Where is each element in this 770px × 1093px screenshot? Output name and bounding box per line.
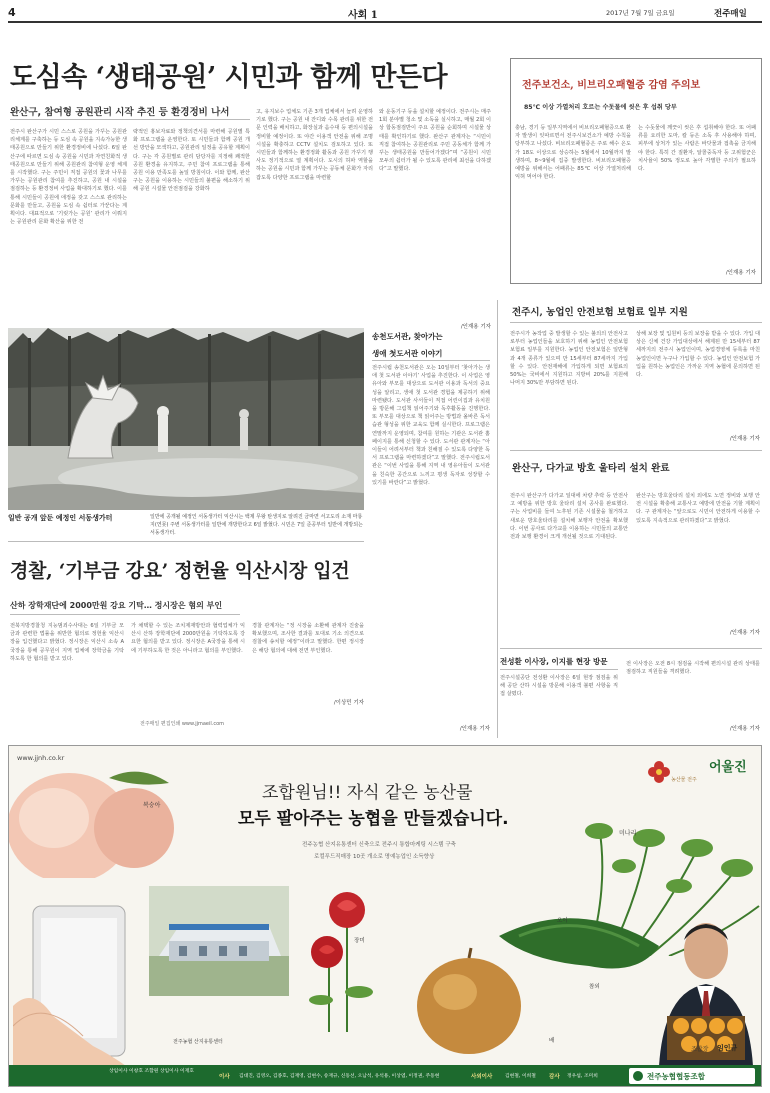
police-col-3: 경찰 관계자는 “정 시장을 소환해 관계자 진술을 확보했으며, 조사한 결과를 토대로 기소 의견으로 검찰에 송치할 예정”이라고 말했다. 한편 정시장은 해당 혐의에 대해 전면 부인했다. [252,623,364,654]
police-col-1: 전북지방경찰청 지능범죄수사대는 6일 기부금 모금과 관련한 법률을 위반한 혐의로 정헌율 익산시장을 입건했다고 밝혔다. 정시장은 익산시 소속 A국장을 통해 공무원이 지역 업체에 장학금을 기탁하도록 한 혐의를 받고 있다. [10,623,124,662]
jeonsul-byline: /인재용 기자 [729,726,760,732]
footer-label-audit: 감사 [549,1074,560,1080]
road-title: 완산구, 다가교 방호 울타리 설치 완료 [512,463,670,474]
cucumber-image [489,906,669,986]
lead-subhead: 완산구, 참여형 공원관리 시작 추진 등 환경정비 나서 [10,107,230,118]
section-label: 사회 1 [348,10,378,21]
footer-label-outside: 사외이사 [471,1074,493,1080]
footer-org: 전주농협협동조합 [647,1072,705,1081]
jeonsul-title: 전성환 이사장, 이지를 현장 방문 [500,657,608,666]
road-byline: /인재용 기자 [729,630,760,636]
label-pear: 배 [549,1038,555,1044]
footer-label-director: 이사 [219,1074,230,1080]
ceo-name: 임인규 [717,1044,738,1052]
lead-headline: 도심속 ‘생태공원’ 시민과 함께 만든다 [10,62,448,93]
header-rule [8,21,762,23]
peach-image [9,758,179,878]
jeonsul-col-2: 전 이사장은 오전 8시 점검을 시작해 편의시설 관리 상태를 점검하고 직원들을 격려했다. [626,661,760,676]
footer-names-4: 정우섭, 조미희 [567,1074,598,1079]
rose-image [299,882,394,1032]
jeonsul-rule [500,669,618,670]
footer-names-2: 김대진, 김영오, 김종호, 김재영, 김현수, 송재규, 신동선, 오남석, 유석용, 이상엽, 이정권, 주동현 [239,1074,440,1079]
health-title: 전주보건소, 비브리오패혈증 감염 주의보 [522,80,701,91]
farm-col-1: 전주시가 농작업 중 발생할 수 있는 불의의 안전사고로부터 농업인들을 보호하기 위해 농업인 안전보험 보험료 일부를 지원한다. 농업인 안전보험은 일반형과 4개 종류가 있으며 만 15세부터 87세까지 가입할 수 있다. 안전재해에 가입하게 되면 보험료의 50%는 국비에서 지원하고 지방비 20%를 지원해 나머지 30%만 부담하면 된다. [510,331,628,387]
road-col-1: 전주시 완산구가 다가교 일대에 차량 추락 등 안전사고 예방을 위한 방호 울타리 설치 공사를 완료했다. 구는 사업비를 들여 노후된 기존 시설물을 철거하고 새로운 방호울타리를 설치해 보행자 안전을 확보했다. 이번 공사로 다가교를 이용하는 시민들의 교통안전과 보행 환경이 크게 개선될 것으로 기대된다. [510,493,628,541]
ad-body-1: 전주농협 산지유통센터 신축으로 전주시 통합마케팅 시스템 구축 [302,842,456,848]
brand-flower-icon [647,760,671,784]
nh-logo-icon [633,1071,643,1081]
label-rose: 장미 [354,938,365,944]
farm-byline: /인재용 기자 [729,436,760,442]
police-subhead: 산하 장학재단에 2000만원 강요 기탁… 정시장은 혐의 부인 [10,601,223,610]
health-byline: /인재용 기자 [725,270,756,276]
building-caption: 전주농협 산지유통센터 [173,1039,223,1045]
ad-frame [8,745,762,1087]
page-header [8,6,762,20]
ceo-photo [649,896,762,1066]
library-title: 송천도서관, 찾아가는 [372,332,443,341]
lead-byline: /인재용 기자 [460,324,491,330]
ad-headline-1: 조합원님!! 자식 같은 농산물 [262,783,473,803]
masthead: 전주매일 [714,9,747,19]
health-subhead: 85℃ 이상 가열처리 호르는 수돗물에 씻은 후 섭취 당부 [524,104,677,111]
health-col-2: 는 수돗물에 깨끗이 씻은 후 섭취해야 한다. 또 어패류를 요리한 도마, 칼 등은 소독 후 사용해야 하며, 피부에 상처가 있는 사람은 바닷물과 접촉을 금지해야 한다. 특히 간 질환자, 알콜중독자 등 고위험군은 치사율이 50% 정도로 높아 각별한 주의가 필요하다. [638,125,756,173]
police-footer-note: 전주매일 편집인쇄 www.jjmaeil.com [140,721,225,727]
lead-col-2: 략적인 홍보자료와 정책의견서를 마련해 공원별 특화 프로그램을 운영한다. 또 시민들과 함께 공원 개선 방안을 모색하고, 공원관리 일정을 공유할 계획이다. 구는 각 공원별로 관리 담당자를 지정해 쾌적한 공원 환경을 유지하고, 주민 참여 프로그램을 통해 공원 이용 만족도를 높일 방침이다. 이와 함께, 완산구는 공원을 이용하는 시민들의 불편을 해소하기 위해 공원 시설물 안전점검을 강화하 [133,129,250,193]
jeonsul-col-1: 전주시설공단 전성환 이사장은 6일 현장 점검을 위해 공단 산하 시설을 방문해 이용객 불편 사항을 직접 살폈다. [500,675,618,698]
ad-url: www.jjnh.co.kr [17,754,65,762]
photo-caption-text: 일반에 공개될 예정인 서동생가터 익산시는 백제 무왕 탄생지로 알려진 금마면 서고도리 소재 마룡지(연못) 주변 서동생가터를 일반에 개방한다고 6일 밝혔다. 시민은 7일 준공부터 일반에 개방되는 서동생가터. [150,514,363,536]
police-byline: /이상민 기자 [333,700,364,706]
footer-names-1: 상임이사 이창호 조합원 상임이사 이재호 [109,1069,194,1074]
lead-col-3: 고, 유지보수 업체도 기존 3개 업체에서 늘려 운영하기로 했다. 구는 공원 내 잔디와 수목 관리를 위한 전문 인력을 배치하고, 화장실과 음수대 등 편의시설을 정비할 예정이다. 또 야간 이용객 안전을 위해 조명시설을 확충하고 CCTV 설치도 검토하고 있다. 또 시민들과 함께하는 환경정화 활동과 공원 가꾸기 행사도 정기적으로 열 계획이다. 도시의 허파 역할을 하는 공원을 시민과 함께 가꾸는 공동체 문화가 자리잡도록 다양한 프로그램을 마련할 [256,109,373,181]
farm-col-2: 상해 보장 및 입원비 등의 보장을 받을 수 있다. 가입 대상은 신체 건강 가입대상에서 해제된 만 15세부터 87세까지의 전주시 농업인이며, 농업경영체 등록을 마친 농업인이면 누구나 가입할 수 있다. 농업인 안전보험 가입을 원하는 농업인은 가까운 지역 농협에 문의하면 된다. [636,331,760,379]
brand-small: 농산물 전주 [671,777,697,783]
farm-title: 전주시, 농업인 안전보험 보험료 일부 지원 [512,307,688,318]
label-cucumber: 오이 [557,918,568,924]
road-rule-top [510,450,762,451]
label-greens: 미나리 [619,830,637,837]
label-melon: 참외 [589,984,600,990]
ceo-title: 조합장 [691,1046,709,1053]
hand-image [13,896,153,1076]
photo-caption-title: 일반 공개 앞둔 예정인 서동생가터 [8,514,113,522]
police-rule-top [8,541,364,542]
police-headline: 경찰, ‘기부금 강요’ 정헌율 익산시장 입건 [10,560,350,582]
lead-sub-rule [10,119,250,120]
page-number: 4 [8,6,16,19]
lead-col-4: 와 운동기구 등을 설치할 예정이다. 전주시는 매주 1회 분야별 청소 및 소독을 실시하고, 매월 2회 이상 합동점검반이 주요 공원을 순회하며 시설물 상태를 확인하기로 했다. 완산구 관계자는 “시민이 직접 참여하는 공원관리로 주민 공동체가 함께 가꾸는 생태공원을 만들어가겠다”며 “공원이 시민 모두의 쉼터가 될 수 있도록 관리에 최선을 다하겠다”고 말했다. [379,109,491,173]
column-divider [497,300,498,738]
library-body: 전주시립 송천도서관은 오는 10일부터 ‘찾아가는 생애 첫 도서관 이야기’ 사업을 추진한다. 이 사업은 영유아와 부모를 대상으로 도서관 이용과 독서의 중요성을 알리고, 생애 첫 도서관 경험을 제공하기 위해 마련됐다. 도서관 사서들이 직접 어린이집과 유치원을 방문해 그림책 읽어주기와 독후활동을 진행한다. 또 부모를 대상으로 책 읽어주는 방법과 올바른 독서 습관 형성을 위한 교육도 함께 실시한다. 프로그램은 연말까지 운영되며, 참여를 원하는 기관은 도서관 홈페이지를 통해 신청할 수 있다. 도서관 관계자는 “아이들이 어려서부터 책과 친해질 수 있도록 다양한 독서 프로그램을 마련하겠다”고 말했다. 전주시립도서관은 “이번 사업을 통해 지역 내 영유아들이 도서관을 친숙한 공간으로 느끼고 평생 독자로 성장할 수 있기를 바란다”고 밝혔다. [372,365,490,486]
road-rule-bottom [500,648,762,649]
library-byline: /인재용 기자 [459,726,490,732]
issue-date: 2017년 7월 7일 금요일 [606,9,675,17]
farm-rule [510,322,762,323]
road-col-2: 완산구는 방호울타리 설치 외에도 노면 정비와 보행 안전 시설을 확충해 교통사고 예방에 만전을 기할 계획이다. 구 관계자는 “앞으로도 시민이 안전하게 이용할 수 있도록 지속적으로 관리하겠다”고 밝혔다. [636,493,760,524]
library-rule [372,360,490,361]
building-image [149,886,289,996]
library-title-2: 생애 첫도서관 이야기 [372,349,443,358]
label-peach: 복숭아 [143,802,161,809]
brand-large: 어울진 [709,760,747,775]
health-col-1: 충남, 경기 등 일부지역에서 비브리오패혈증으로 환자 발생이 잇따르면서 전주시보건소가 예방 수칙을 당부하고 나섰다. 비브리오패혈증은 주로 해수 온도가 18도 이상으로 상승하는 5월에서 10월까지 발생하며, 8~9월에 집중 발생한다. 비브리오패혈증 예방을 위해서는 어패류는 85℃ 이상 가열처리해 익혀 먹어야 한다. [515,125,631,181]
ad-footer [9,1065,762,1087]
ad-body-2: 로컬푸드직매장 10곳 개소로 명예농업인 소득향상 [314,854,435,860]
ad-headline-2: 모두 팔아주는 농협을 만들겠습니다. [238,809,509,829]
police-sub-rule [10,614,240,615]
lead-col-1: 전주시 완산구가 시민 스스로 공원을 가꾸는 공원관리체계를 구축하는 등 도심 속 공원을 지속가능한 생태공원으로 만들기 위한 환경정비에 나섰다. 6일 완산구에 따르면 도심 속 공원을 시민과 자연친화적 생태공원으로 만들기 위해 공원관리 참여형 운영 체계를 시작했다. 구는 주민이 직접 공원의 꽃과 나무를 가꾸는 공원관리 참여를 추진하고, 공원 내 시설을 점검하는 등 환경정비 사업을 확대하기로 했다. 이를 통해 시민들이 공원에 애정을 갖고 스스로 관리하는 문화를 만들고, 공원을 도심 속 쉼터로 가꾼다는 계획이다. 대표적으로 ‘기릿가는 공원’ 관리가 이뤄지는 공원관리 문화 확산을 위한 전 [10,129,127,226]
footer-org-badge [629,1068,755,1084]
police-col-2: 가 채택할 수 있는 조치제재방안과 협력업체가 익산시 산하 장학재단에 2000만원을 기탁하도록 강요한 혐의를 받고 있다. 정시장은 A국장을 통해 시에 기부하도록 한 것은 아니라고 혐의를 부인했다. [131,623,245,654]
park-photo [8,328,364,510]
footer-names-3: 김현철, 이희철 [505,1074,536,1079]
